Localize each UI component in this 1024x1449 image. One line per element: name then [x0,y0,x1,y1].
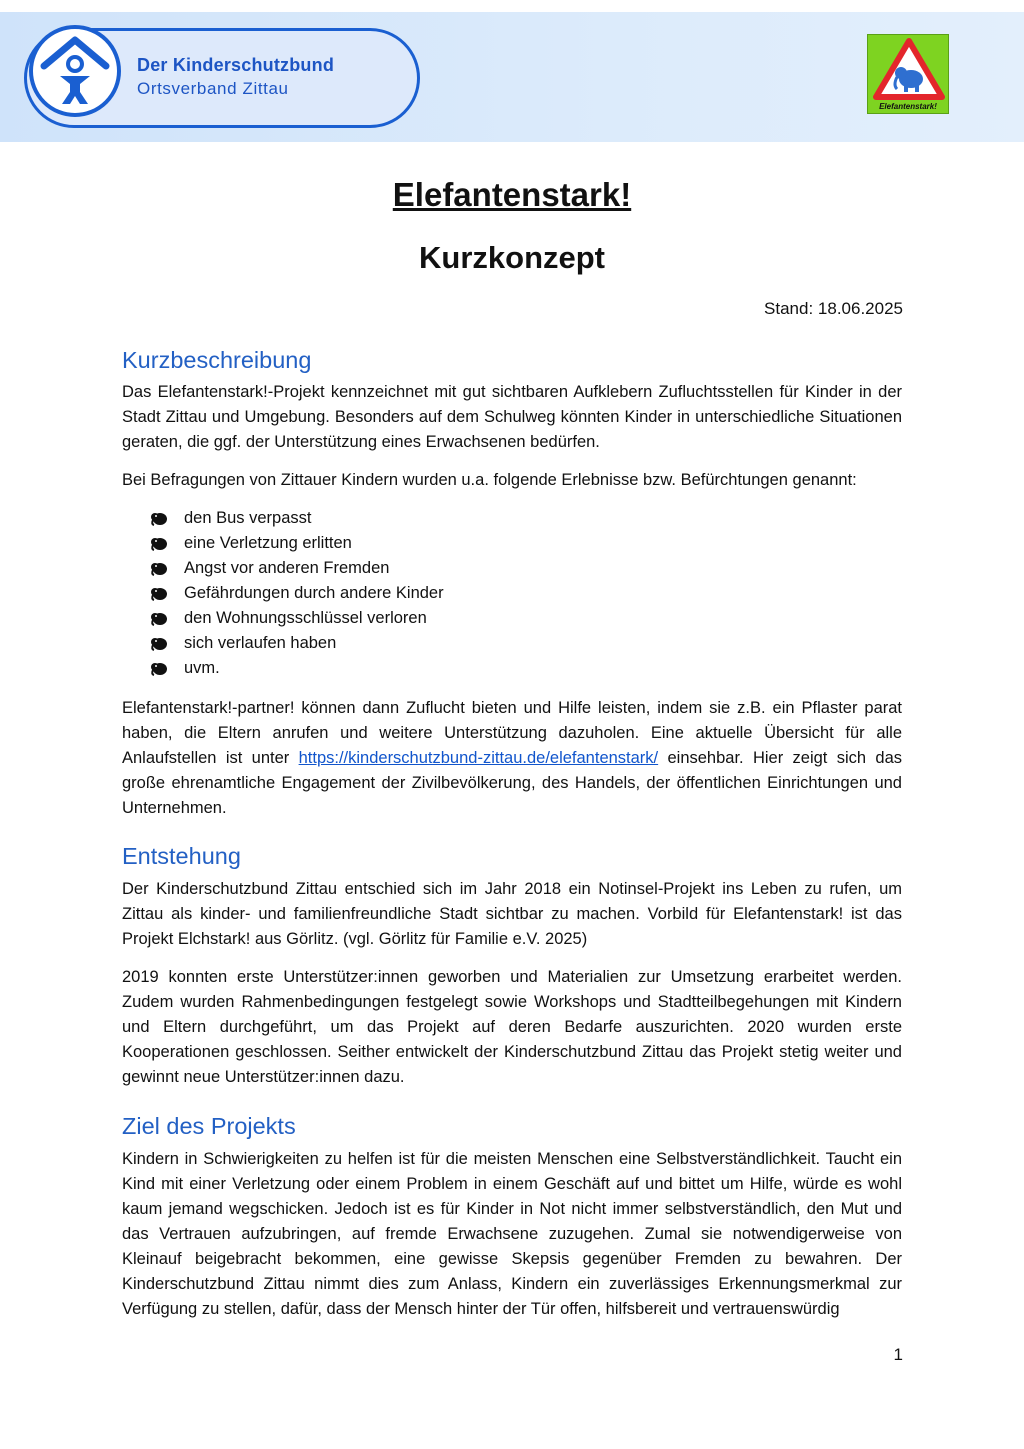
kinderschutzbund-logo-icon [28,24,122,118]
paragraph-kurz-intro: Das Elefantenstark!-Projekt kennzeichnet mit gut sichtbaren Aufklebern Zufluchtsstellen für Kinder in der Stadt Zittau und Umgebung. Besonders auf dem Schulweg könnten Kinder in unterschiedliche Situationen geraten, die ggf. der Unterstützung eines Erwachsenen bedürfen. [122,383,902,451]
elephant-bullet-icon [150,586,168,601]
elephant-bullet-icon [150,661,168,676]
elephant-bullet-icon [150,511,168,526]
list-item-label: den Wohnungsschlüssel verloren [184,609,427,627]
document-date: Stand: 18.06.2025 [764,299,903,318]
paragraph-text: Elefantenstark!-partner! können dann Zuflucht bieten und Hilfe leisten, indem sie z.B. ein Pflaster parat haben, die Eltern anrufen und weitere Unterstützung dazuholen. Eine aktuelle Übersicht für alle Anlaufstellen ist unter [122,699,902,767]
fears-list [150,506,444,681]
elephant-bullet-icon [150,536,168,551]
list-item [150,581,444,606]
list-item [150,556,444,581]
org-subtitle: Ortsverband Zittau [137,79,289,98]
org-name: Der Kinderschutzbund [137,55,335,75]
page-number: 1 [893,1345,903,1364]
heading-kurzbeschreibung: Kurzbeschreibung [122,347,312,373]
paragraph-entstehung-2: 2019 konnten erste Unterstützer:innen geworben und Materialien zur Umsetzung erarbeitet werden. Zudem wurden Rahmenbedingungen festgelegt sowie Workshops und Stadtteilbegehungen mit Kindern und Eltern durchgeführt, um das Projekt auf deren Bedarfe auszurichten. 2020 wurden erste Kooperationen geschlossen. Seither entwickelt der Kinderschutzbund Zittau das Projekt stetig weiter und gewinnt neue Unterstützer:innen dazu. [122,968,902,1086]
list-item [150,606,444,631]
list-item [150,656,444,681]
list-item-label: sich verlaufen haben [184,634,337,652]
elephant-bullet-icon [150,636,168,651]
paragraph-ziel-1: Kindern in Schwierigkeiten zu helfen ist für die meisten Menschen eine Selbstverständlichkeit. Taucht ein Kind mit einer Verletzung oder einem Problem in einem Geschäft auf und bittet um Hilfe, würde es wohl kaum jemand wegschicken. Jedoch ist es für Kinder in Not nicht immer selbstverständlich, den Mut und das Vertrauen aufzubringen, auf fremde Erwachsene zuzugehen. Zumal sie notwendigerweise von Kleinauf beigebracht bekommen, eine gewisse Skepsis gegenüber Fremden zu bewahren. Der Kinderschutzbund Zittau nimmt dies zum Anlass, Kindern ein zuverlässiges Erkennungsmerkmal zur Verfügung zu stellen, dafür, dass der Mensch hinter der Tür offen, hilfsbereit und vertrauenswürdig [122,1150,902,1318]
elefantenstark-link[interactable]: https://kinderschutzbund-zittau.de/elefantenstark/ [298,749,659,767]
paragraph-kurz-partner [122,696,902,821]
paragraph-entstehung-1: Der Kinderschutzbund Zittau entschied sich im Jahr 2018 ein Notinsel-Projekt ins Leben zu rufen, um Zittau als kinder- und familienfreundliche Stadt sichtbar zu machen. Vorbild für Elefantenstark! ist das Projekt Elchstark! aus Görlitz. (vgl. Görlitz für Familie e.V. 2025) [122,880,902,948]
document-title: Elefantenstark! [392,176,632,213]
elephant-bullet-icon [150,561,168,576]
list-item-label: Gefährdungen durch andere Kinder [184,584,444,602]
paragraph-kurz-befragung: Bei Befragungen von Zittauer Kindern wurden u.a. folgende Erlebnisse bzw. Befürchtungen genannt: [122,471,857,489]
heading-entstehung: Entstehung [122,843,241,869]
list-item [150,531,444,556]
list-item-label: uvm. [184,659,220,677]
list-item-label: Angst vor anderen Fremden [184,559,390,577]
elefantenstark-badge [867,34,949,114]
elephant-bullet-icon [150,611,168,626]
list-item [150,506,444,531]
list-item [150,631,444,656]
paragraph-text: einsehbar. Hier zeigt sich das große ehrenamtliche Engagement der Zivilbevölkerung, des Handels, der öffentlichen Einrichtungen und Unternehmen. [122,749,902,817]
document-subtitle: Kurzkonzept [419,240,605,275]
heading-ziel: Ziel des Projekts [122,1113,296,1139]
list-item-label: eine Verletzung erlitten [184,534,352,552]
list-item-label: den Bus verpasst [184,509,312,527]
badge-label: Elefantenstark! [879,102,937,111]
